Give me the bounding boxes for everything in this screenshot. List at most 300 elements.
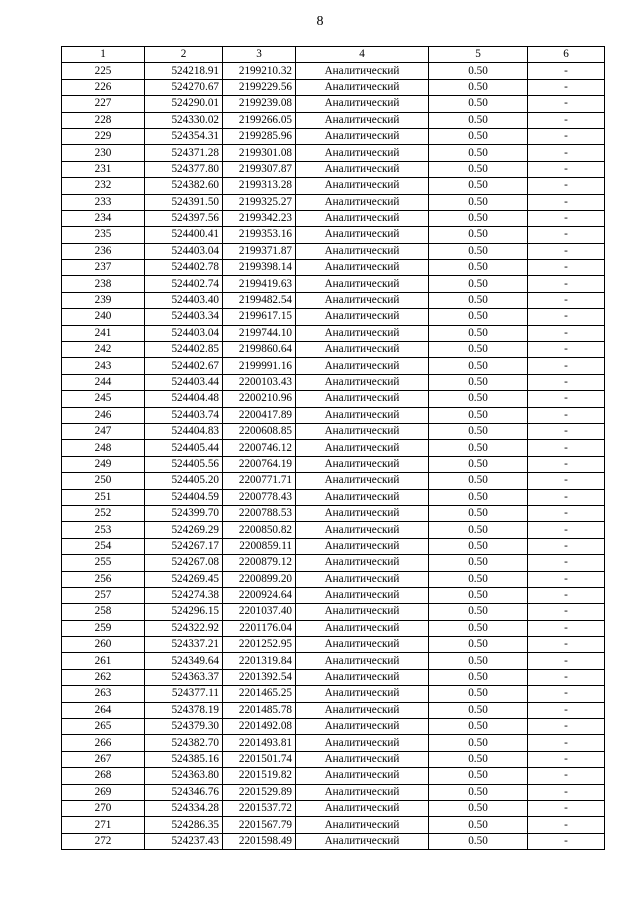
method-cell: Аналитический	[296, 686, 429, 702]
table-row	[62, 276, 605, 292]
column-header-6: 6	[528, 47, 605, 63]
coordinate-x-cell: 524403.40	[145, 292, 223, 308]
coordinate-x-cell: 524402.67	[145, 358, 223, 374]
coordinate-y-cell: 2199229.56	[223, 79, 296, 95]
method-cell: Аналитический	[296, 702, 429, 718]
coordinate-x-cell: 524382.70	[145, 735, 223, 751]
coordinate-y-cell: 2199301.08	[223, 145, 296, 161]
method-cell: Аналитический	[296, 669, 429, 685]
point-number-cell: 266	[62, 735, 145, 751]
table-row	[62, 145, 605, 161]
accuracy-cell: 0.50	[429, 473, 528, 489]
accuracy-cell: 0.50	[429, 79, 528, 95]
method-cell: Аналитический	[296, 407, 429, 423]
note-cell: -	[528, 161, 605, 177]
coordinate-x-cell: 524403.04	[145, 325, 223, 341]
note-cell: -	[528, 505, 605, 521]
coordinate-x-cell: 524218.91	[145, 63, 223, 79]
method-cell: Аналитический	[296, 440, 429, 456]
method-cell: Аналитический	[296, 63, 429, 79]
note-cell: -	[528, 342, 605, 358]
table-row	[62, 161, 605, 177]
table-row	[62, 260, 605, 276]
coordinate-x-cell: 524286.35	[145, 817, 223, 833]
coordinate-y-cell: 2201492.08	[223, 719, 296, 735]
point-number-cell: 263	[62, 686, 145, 702]
method-cell: Аналитический	[296, 768, 429, 784]
point-number-cell: 252	[62, 505, 145, 521]
accuracy-cell: 0.50	[429, 391, 528, 407]
coordinate-y-cell: 2201519.82	[223, 768, 296, 784]
table-row	[62, 751, 605, 767]
accuracy-cell: 0.50	[429, 194, 528, 210]
point-number-cell: 241	[62, 325, 145, 341]
note-cell: -	[528, 751, 605, 767]
coordinate-x-cell: 524377.11	[145, 686, 223, 702]
note-cell: -	[528, 292, 605, 308]
accuracy-cell: 0.50	[429, 342, 528, 358]
accuracy-cell: 0.50	[429, 800, 528, 816]
note-cell: -	[528, 391, 605, 407]
coordinate-y-cell: 2200417.89	[223, 407, 296, 423]
coordinate-y-cell: 2201598.49	[223, 833, 296, 849]
table-row	[62, 604, 605, 620]
coordinate-x-cell: 524274.38	[145, 587, 223, 603]
note-cell: -	[528, 587, 605, 603]
coordinate-y-cell: 2200103.43	[223, 374, 296, 390]
coordinate-x-cell: 524397.56	[145, 210, 223, 226]
accuracy-cell: 0.50	[429, 440, 528, 456]
method-cell: Аналитический	[296, 276, 429, 292]
table-row	[62, 423, 605, 439]
table-row	[62, 538, 605, 554]
note-cell: -	[528, 194, 605, 210]
coordinate-x-cell: 524391.50	[145, 194, 223, 210]
table-row	[62, 800, 605, 816]
table-row	[62, 128, 605, 144]
method-cell: Аналитический	[296, 456, 429, 472]
table-row	[62, 571, 605, 587]
point-number-cell: 236	[62, 243, 145, 259]
accuracy-cell: 0.50	[429, 178, 528, 194]
coordinate-y-cell: 2199371.87	[223, 243, 296, 259]
accuracy-cell: 0.50	[429, 309, 528, 325]
point-number-cell: 271	[62, 817, 145, 833]
accuracy-cell: 0.50	[429, 522, 528, 538]
accuracy-cell: 0.50	[429, 276, 528, 292]
point-number-cell: 238	[62, 276, 145, 292]
note-cell: -	[528, 768, 605, 784]
coordinate-y-cell: 2200778.43	[223, 489, 296, 505]
note-cell: -	[528, 784, 605, 800]
coordinate-x-cell: 524363.80	[145, 768, 223, 784]
point-number-cell: 246	[62, 407, 145, 423]
coordinate-y-cell: 2200210.96	[223, 391, 296, 407]
table-row	[62, 817, 605, 833]
coordinate-y-cell: 2200879.12	[223, 555, 296, 571]
accuracy-cell: 0.50	[429, 555, 528, 571]
point-number-cell: 270	[62, 800, 145, 816]
coordinate-x-cell: 524371.28	[145, 145, 223, 161]
point-number-cell: 261	[62, 653, 145, 669]
table-row	[62, 669, 605, 685]
coordinate-y-cell: 2200899.20	[223, 571, 296, 587]
note-cell: -	[528, 112, 605, 128]
note-cell: -	[528, 407, 605, 423]
coordinate-x-cell: 524349.64	[145, 653, 223, 669]
point-number-cell: 253	[62, 522, 145, 538]
note-cell: -	[528, 79, 605, 95]
point-number-cell: 226	[62, 79, 145, 95]
coordinate-x-cell: 524290.01	[145, 96, 223, 112]
method-cell: Аналитический	[296, 620, 429, 636]
accuracy-cell: 0.50	[429, 407, 528, 423]
point-number-cell: 267	[62, 751, 145, 767]
coordinate-x-cell: 524334.28	[145, 800, 223, 816]
table-row	[62, 112, 605, 128]
note-cell: -	[528, 243, 605, 259]
method-cell: Аналитический	[296, 112, 429, 128]
coordinate-x-cell: 524296.15	[145, 604, 223, 620]
method-cell: Аналитический	[296, 604, 429, 620]
coordinate-y-cell: 2201493.81	[223, 735, 296, 751]
coordinate-x-cell: 524377.80	[145, 161, 223, 177]
accuracy-cell: 0.50	[429, 702, 528, 718]
coordinate-y-cell: 2200746.12	[223, 440, 296, 456]
method-cell: Аналитический	[296, 505, 429, 521]
method-cell: Аналитический	[296, 96, 429, 112]
coordinate-x-cell: 524404.59	[145, 489, 223, 505]
coordinate-y-cell: 2199239.08	[223, 96, 296, 112]
method-cell: Аналитический	[296, 751, 429, 767]
accuracy-cell: 0.50	[429, 653, 528, 669]
note-cell: -	[528, 620, 605, 636]
note-cell: -	[528, 833, 605, 849]
method-cell: Аналитический	[296, 423, 429, 439]
table-row	[62, 489, 605, 505]
table-row	[62, 735, 605, 751]
coordinate-y-cell: 2199617.15	[223, 309, 296, 325]
note-cell: -	[528, 571, 605, 587]
accuracy-cell: 0.50	[429, 145, 528, 161]
point-number-cell: 259	[62, 620, 145, 636]
coordinates-table	[61, 46, 605, 850]
method-cell: Аналитический	[296, 522, 429, 538]
accuracy-cell: 0.50	[429, 358, 528, 374]
method-cell: Аналитический	[296, 194, 429, 210]
accuracy-cell: 0.50	[429, 571, 528, 587]
accuracy-cell: 0.50	[429, 374, 528, 390]
coordinate-x-cell: 524404.83	[145, 423, 223, 439]
method-cell: Аналитический	[296, 473, 429, 489]
method-cell: Аналитический	[296, 833, 429, 849]
coordinate-x-cell: 524337.21	[145, 637, 223, 653]
point-number-cell: 262	[62, 669, 145, 685]
point-number-cell: 250	[62, 473, 145, 489]
note-cell: -	[528, 358, 605, 374]
method-cell: Аналитический	[296, 342, 429, 358]
accuracy-cell: 0.50	[429, 604, 528, 620]
coordinate-y-cell: 2201537.72	[223, 800, 296, 816]
note-cell: -	[528, 604, 605, 620]
point-number-cell: 245	[62, 391, 145, 407]
coordinate-x-cell: 524330.02	[145, 112, 223, 128]
accuracy-cell: 0.50	[429, 686, 528, 702]
coordinate-y-cell: 2199307.87	[223, 161, 296, 177]
table-row	[62, 768, 605, 784]
coordinate-x-cell: 524322.92	[145, 620, 223, 636]
coordinate-y-cell: 2201485.78	[223, 702, 296, 718]
table-row	[62, 325, 605, 341]
accuracy-cell: 0.50	[429, 587, 528, 603]
method-cell: Аналитический	[296, 227, 429, 243]
coordinate-y-cell: 2200850.82	[223, 522, 296, 538]
accuracy-cell: 0.50	[429, 784, 528, 800]
point-number-cell: 229	[62, 128, 145, 144]
table-row	[62, 440, 605, 456]
accuracy-cell: 0.50	[429, 833, 528, 849]
coordinate-y-cell: 2201252.95	[223, 637, 296, 653]
table-row	[62, 555, 605, 571]
coordinate-x-cell: 524237.43	[145, 833, 223, 849]
coordinate-x-cell: 524400.41	[145, 227, 223, 243]
method-cell: Аналитический	[296, 800, 429, 816]
accuracy-cell: 0.50	[429, 243, 528, 259]
note-cell: -	[528, 637, 605, 653]
note-cell: -	[528, 489, 605, 505]
coordinate-y-cell: 2199482.54	[223, 292, 296, 308]
accuracy-cell: 0.50	[429, 292, 528, 308]
table-row	[62, 243, 605, 259]
table-row	[62, 227, 605, 243]
table-row	[62, 342, 605, 358]
table-row	[62, 309, 605, 325]
accuracy-cell: 0.50	[429, 63, 528, 79]
table-row	[62, 587, 605, 603]
point-number-cell: 269	[62, 784, 145, 800]
coordinate-y-cell: 2199991.16	[223, 358, 296, 374]
method-cell: Аналитический	[296, 374, 429, 390]
point-number-cell: 244	[62, 374, 145, 390]
table-row	[62, 96, 605, 112]
table-row	[62, 686, 605, 702]
coordinate-y-cell: 2201465.25	[223, 686, 296, 702]
method-cell: Аналитический	[296, 79, 429, 95]
coordinate-x-cell: 524269.29	[145, 522, 223, 538]
method-cell: Аналитический	[296, 538, 429, 554]
table-row	[62, 522, 605, 538]
note-cell: -	[528, 309, 605, 325]
method-cell: Аналитический	[296, 735, 429, 751]
note-cell: -	[528, 145, 605, 161]
coordinate-x-cell: 524385.16	[145, 751, 223, 767]
accuracy-cell: 0.50	[429, 423, 528, 439]
coordinate-x-cell: 524405.56	[145, 456, 223, 472]
coordinate-y-cell: 2199210.32	[223, 63, 296, 79]
method-cell: Аналитический	[296, 571, 429, 587]
note-cell: -	[528, 473, 605, 489]
coordinate-x-cell: 524354.31	[145, 128, 223, 144]
accuracy-cell: 0.50	[429, 161, 528, 177]
coordinate-y-cell: 2200764.19	[223, 456, 296, 472]
table-row	[62, 833, 605, 849]
point-number-cell: 251	[62, 489, 145, 505]
accuracy-cell: 0.50	[429, 227, 528, 243]
accuracy-cell: 0.50	[429, 751, 528, 767]
accuracy-cell: 0.50	[429, 112, 528, 128]
note-cell: -	[528, 456, 605, 472]
accuracy-cell: 0.50	[429, 538, 528, 554]
note-cell: -	[528, 260, 605, 276]
table-row	[62, 637, 605, 653]
point-number-cell: 233	[62, 194, 145, 210]
coordinate-x-cell: 524267.08	[145, 555, 223, 571]
note-cell: -	[528, 423, 605, 439]
method-cell: Аналитический	[296, 784, 429, 800]
accuracy-cell: 0.50	[429, 669, 528, 685]
method-cell: Аналитический	[296, 719, 429, 735]
table-row	[62, 79, 605, 95]
accuracy-cell: 0.50	[429, 325, 528, 341]
table-row	[62, 210, 605, 226]
coordinate-x-cell: 524403.34	[145, 309, 223, 325]
accuracy-cell: 0.50	[429, 735, 528, 751]
note-cell: -	[528, 227, 605, 243]
point-number-cell: 257	[62, 587, 145, 603]
point-number-cell: 242	[62, 342, 145, 358]
accuracy-cell: 0.50	[429, 817, 528, 833]
note-cell: -	[528, 210, 605, 226]
point-number-cell: 234	[62, 210, 145, 226]
coordinate-x-cell: 524403.04	[145, 243, 223, 259]
coordinate-x-cell: 524402.78	[145, 260, 223, 276]
accuracy-cell: 0.50	[429, 719, 528, 735]
coordinate-x-cell: 524399.70	[145, 505, 223, 521]
note-cell: -	[528, 63, 605, 79]
note-cell: -	[528, 374, 605, 390]
point-number-cell: 230	[62, 145, 145, 161]
method-cell: Аналитический	[296, 178, 429, 194]
point-number-cell: 243	[62, 358, 145, 374]
point-number-cell: 225	[62, 63, 145, 79]
note-cell: -	[528, 440, 605, 456]
table-row	[62, 407, 605, 423]
method-cell: Аналитический	[296, 489, 429, 505]
coordinate-y-cell: 2200859.11	[223, 538, 296, 554]
table-row	[62, 178, 605, 194]
table-row	[62, 620, 605, 636]
point-number-cell: 258	[62, 604, 145, 620]
coordinate-y-cell: 2199342.23	[223, 210, 296, 226]
coordinate-y-cell: 2200924.64	[223, 587, 296, 603]
accuracy-cell: 0.50	[429, 768, 528, 784]
method-cell: Аналитический	[296, 128, 429, 144]
point-number-cell: 235	[62, 227, 145, 243]
note-cell: -	[528, 555, 605, 571]
coordinate-x-cell: 524403.74	[145, 407, 223, 423]
note-cell: -	[528, 800, 605, 816]
table-row	[62, 653, 605, 669]
column-header-1: 1	[62, 47, 145, 63]
table-row	[62, 194, 605, 210]
coordinate-x-cell: 524405.20	[145, 473, 223, 489]
coordinate-y-cell: 2201037.40	[223, 604, 296, 620]
accuracy-cell: 0.50	[429, 505, 528, 521]
table-row	[62, 456, 605, 472]
note-cell: -	[528, 719, 605, 735]
point-number-cell: 248	[62, 440, 145, 456]
table-row	[62, 702, 605, 718]
method-cell: Аналитический	[296, 145, 429, 161]
coordinate-y-cell: 2201501.74	[223, 751, 296, 767]
coordinate-x-cell: 524382.60	[145, 178, 223, 194]
method-cell: Аналитический	[296, 210, 429, 226]
coordinate-y-cell: 2200608.85	[223, 423, 296, 439]
coordinate-x-cell: 524402.74	[145, 276, 223, 292]
column-header-5: 5	[429, 47, 528, 63]
method-cell: Аналитический	[296, 161, 429, 177]
coordinate-y-cell: 2199398.14	[223, 260, 296, 276]
coordinate-x-cell: 524402.85	[145, 342, 223, 358]
point-number-cell: 237	[62, 260, 145, 276]
method-cell: Аналитический	[296, 587, 429, 603]
method-cell: Аналитический	[296, 391, 429, 407]
method-cell: Аналитический	[296, 325, 429, 341]
table-row	[62, 473, 605, 489]
point-number-cell: 272	[62, 833, 145, 849]
point-number-cell: 264	[62, 702, 145, 718]
note-cell: -	[528, 128, 605, 144]
method-cell: Аналитический	[296, 637, 429, 653]
coordinate-y-cell: 2201176.04	[223, 620, 296, 636]
method-cell: Аналитический	[296, 653, 429, 669]
coordinate-y-cell: 2199419.63	[223, 276, 296, 292]
table-row	[62, 719, 605, 735]
accuracy-cell: 0.50	[429, 210, 528, 226]
point-number-cell: 256	[62, 571, 145, 587]
accuracy-cell: 0.50	[429, 637, 528, 653]
coordinate-y-cell: 2200771.71	[223, 473, 296, 489]
point-number-cell: 239	[62, 292, 145, 308]
point-number-cell: 268	[62, 768, 145, 784]
note-cell: -	[528, 178, 605, 194]
note-cell: -	[528, 522, 605, 538]
point-number-cell: 227	[62, 96, 145, 112]
note-cell: -	[528, 653, 605, 669]
accuracy-cell: 0.50	[429, 620, 528, 636]
note-cell: -	[528, 735, 605, 751]
coordinate-x-cell: 524378.19	[145, 702, 223, 718]
accuracy-cell: 0.50	[429, 128, 528, 144]
table-row	[62, 374, 605, 390]
point-number-cell: 265	[62, 719, 145, 735]
point-number-cell: 254	[62, 538, 145, 554]
table-row	[62, 358, 605, 374]
point-number-cell: 260	[62, 637, 145, 653]
coordinate-y-cell: 2199285.96	[223, 128, 296, 144]
coordinate-x-cell: 524363.37	[145, 669, 223, 685]
page-number: 8	[316, 14, 324, 29]
note-cell: -	[528, 686, 605, 702]
coordinate-x-cell: 524267.17	[145, 538, 223, 554]
table-row	[62, 292, 605, 308]
table-row	[62, 391, 605, 407]
method-cell: Аналитический	[296, 260, 429, 276]
note-cell: -	[528, 276, 605, 292]
coordinate-y-cell: 2201392.54	[223, 669, 296, 685]
point-number-cell: 232	[62, 178, 145, 194]
point-number-cell: 228	[62, 112, 145, 128]
